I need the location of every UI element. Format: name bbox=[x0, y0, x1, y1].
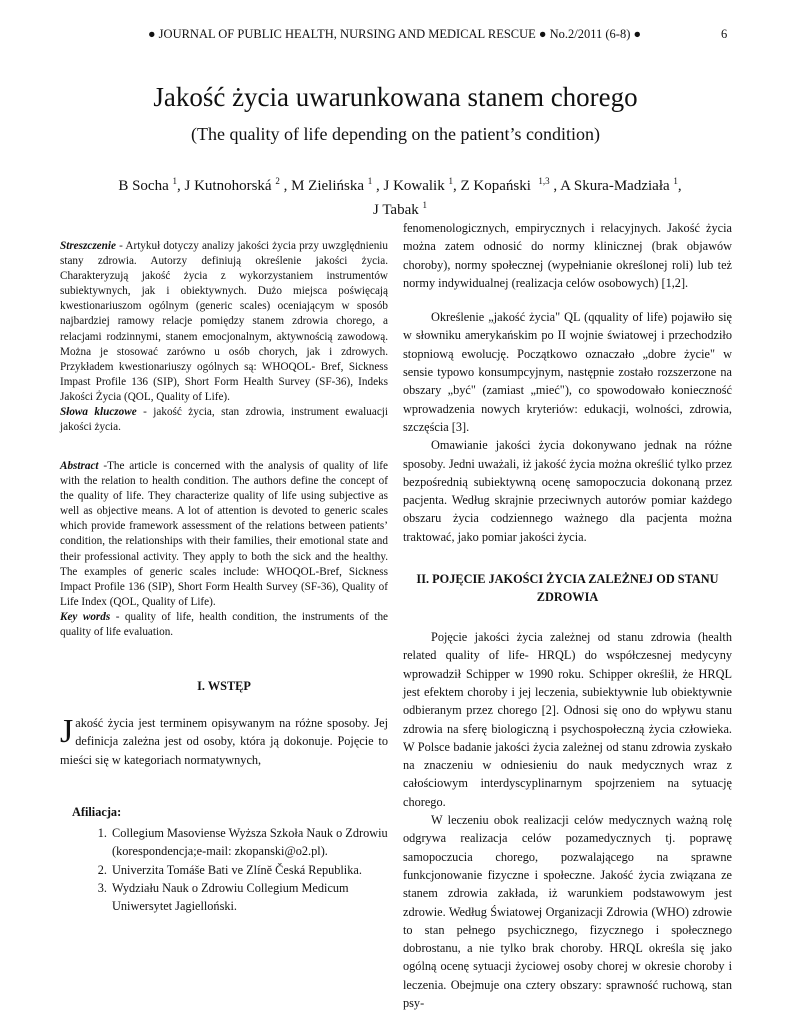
author: A Skura-Madziała $^1$ bbox=[560, 176, 678, 194]
section-heading: I. WSTĘP bbox=[197, 679, 251, 693]
keywords-en-text: - quality of life, health condition, the instruments of the quality of life evaluation. bbox=[60, 610, 389, 639]
abstract-label: Abstract bbox=[60, 460, 99, 472]
author: J Tabak $^1$ bbox=[373, 200, 427, 218]
intro-paragraph bbox=[60, 714, 388, 769]
abstract-polish bbox=[60, 239, 388, 435]
page-number: 6 bbox=[721, 27, 728, 41]
drop-cap: J bbox=[60, 713, 74, 750]
keywords-pl-label: Słowa kluczowe bbox=[60, 406, 137, 419]
keywords-pl-text: - jakość życia, stan zdrowia, instrument ewaluacji jakości życia. bbox=[60, 406, 389, 434]
article-subtitle: (The quality of life depending on the patient’s condition) bbox=[191, 124, 600, 144]
streszczenie-label: Streszczenie bbox=[60, 240, 116, 252]
streszczenie-text: - Artykuł dotyczy analizy jakości życia przy uwzględnieniu stany zdrowia. Autorzy definiują określenie jakości życia. Charakteryzują jakość życia z wykorzystaniem instrumentów subiektywnych, jak i obiektywnych. Dużo miejsca poświęcają kwestionariuszom ogólnym (generic scales) oceniającym w sposób najbardziej ramowy relacje pomiędzy stanem zdrowia chorego, a relacjami rodzinnymi, stanem emocjonalnym, aktywnością zawodową. Można je stosować zarówno u osób chorych, jak i zdrowych. Przykładem kwestionariuszy ogólnych są: WHOQOL- Bref, Sickness Impast Profile 136 (SIP), Short Form Health Survey (SF-36), Indeks Jakości Życia (QOL, Quality of Life). bbox=[60, 240, 388, 403]
abstract-text: -The article is concerned with the analysis of quality of life with the relation to health condition. The authors define the concept of the quality of life. They characterize quality of life using subjective as well as objective means. A lot of attention is devoted to generic scales which provide framework assessment of the relations between patients’ condition, the relationships with their families, their emotional state and their professional activity. They apply to both the sick and the healthy. The examples of generic scales include: WHOQOL-Bref, Sickness Impact Profile 136 (SIP), Short Form Health Survey (SF-36), Quality of Life Index (QOL, Quality of Life). bbox=[60, 460, 388, 608]
paragraph: Omawianie jakości życia dokonywano jednak na różne sposoby. Jedni uważali, iż jakość życia można określić tylko przez bezpośrednią subiektywną ocenę samopoczucia dokonaną przez pacjenta. Według skrajnie przeciwnych autorów pomiar każdego obszaru życia codziennego ważnego dla pacjenta można traktować, jako pomiar jakości życia. bbox=[403, 438, 732, 544]
author: J Kutnohorská $^2$ bbox=[184, 176, 280, 194]
paragraph: fenomenologicznych, empirycznych i relacyjnych. Jakość życia można zatem odnosić do normy klinicznej (brak objawów choroby), normy społecznej (wypełnianie określonej roli) lub też normy indywidualnej (realizacja celów osobowych) [1,2]. bbox=[403, 221, 732, 290]
author: B Socha $^1$ bbox=[118, 176, 177, 194]
author: J Kowalik $^1$ bbox=[383, 176, 453, 194]
author-list: B Socha $^1$, J Kutnohorská $^2$ , M Zielińska $^1$ , J Kowalik $^1$, Z Kopański $^{1,3}$ , A Skura-Madziała $^1$, J Tabak $^1$ bbox=[118, 176, 682, 218]
affiliation-title: Afiliacja: bbox=[72, 805, 122, 819]
paragraph: Pojęcie jakości życia zależnej od stanu zdrowia (health related quality of life- HRQL) do współczesnej medycyny wprowadził Schipper w 1990 roku. Schipper określił, że HRQL jest efektem choroby i jej leczenia, subiektywnie lub obiektywnie odbieranym przez chorego [2]. Odnosi się ono do wpływu stanu zdrowia na sferę biologiczną i psychospołeczną życia człowieka. W Polsce badanie jakości życia zależnej od stanu zdrowia zyskało na znaczeniu w odniesieniu do nauk medycznych wraz z całościowym interdyscyplinarnym spojrzeniem na sytuację chorego. bbox=[403, 630, 732, 809]
author: Z Kopański $^{1,3}$ bbox=[460, 176, 550, 194]
body-right-column bbox=[403, 219, 732, 1012]
article-title: Jakość życia uwarunkowana stanem chorego bbox=[153, 82, 638, 112]
abstract-english bbox=[60, 459, 388, 640]
affiliation-item: 2. Univerzita Tomáše Bati ve Zlíně Česká Republika. bbox=[110, 861, 388, 879]
journal-title: ● JOURNAL OF PUBLIC HEALTH, NURSING AND MEDICAL RESCUE ● No.2/2011 (6-8) ● bbox=[148, 27, 642, 41]
paragraph: W leczeniu obok realizacji celów medycznych ważną rolę odgrywa realizacja celów pozamedycznych tj. poprawę samopoczucia chorego, pozwalającego na sprawne funkcjonowanie fizyczne i społeczne. Jakość życia związana ze stanem zdrowia zakłada, iż warunkiem podstawowym jest zdrowie. Według Światowej Organizacji Zdrowia (WHO) zdrowie to stan pełnego psychicznego, fizycznego i społecznego dobrostanu, a nie tylko brak choroby. HRQL określa się jako ogólną ocenę sytuacji życiowej osoby chorej w okresie choroby i leczenia. Obejmuje ona cztery obszary: sprawność ruchową, stan psy- bbox=[403, 813, 732, 1010]
affiliations bbox=[72, 805, 388, 916]
keywords-en-label: Key words bbox=[60, 610, 111, 623]
section-heading: II. POJĘCIE JAKOŚCI ŻYCIA ZALEŻNEJ OD STANU ZDROWIA bbox=[416, 572, 719, 605]
affiliation-item: 3. Wydziału Nauk o Zdrowiu Collegium Medicum Uniwersytet Jagielloński. bbox=[110, 879, 388, 916]
section-1-heading-wrap bbox=[60, 679, 388, 694]
author: M Zielińska $^1$ bbox=[291, 176, 373, 194]
affiliation-item: 1. Collegium Masoviense Wyższa Szkoła Nauk o Zdrowiu (korespondencja;e-mail: zkopanski@o2.pl). bbox=[110, 824, 388, 861]
intro-text: akość życia jest terminem opisywanym na różne sposoby. Jej definicja zależna jest od osoby, która ją dokonuje. Pojęcie to mieści się w kategoriach normatywnych, bbox=[60, 716, 388, 767]
paragraph: Określenie „jakość życia" QL (qquality of life) pojawiło się w słowniku amerykańskim po II wojnie światowej i przechodziło stopniową ewolucję. Początkowo oznaczało „dobre życie" w sensie typowo konsumpcyjnym, następnie zostało rozszerzone na obszary „być" (zamiast „mieć"), co spowodowało konieczność wprowadzenia nowych kryteriów: edukacji, wolności, zdrowia, szczęścia [3]. bbox=[403, 310, 732, 434]
